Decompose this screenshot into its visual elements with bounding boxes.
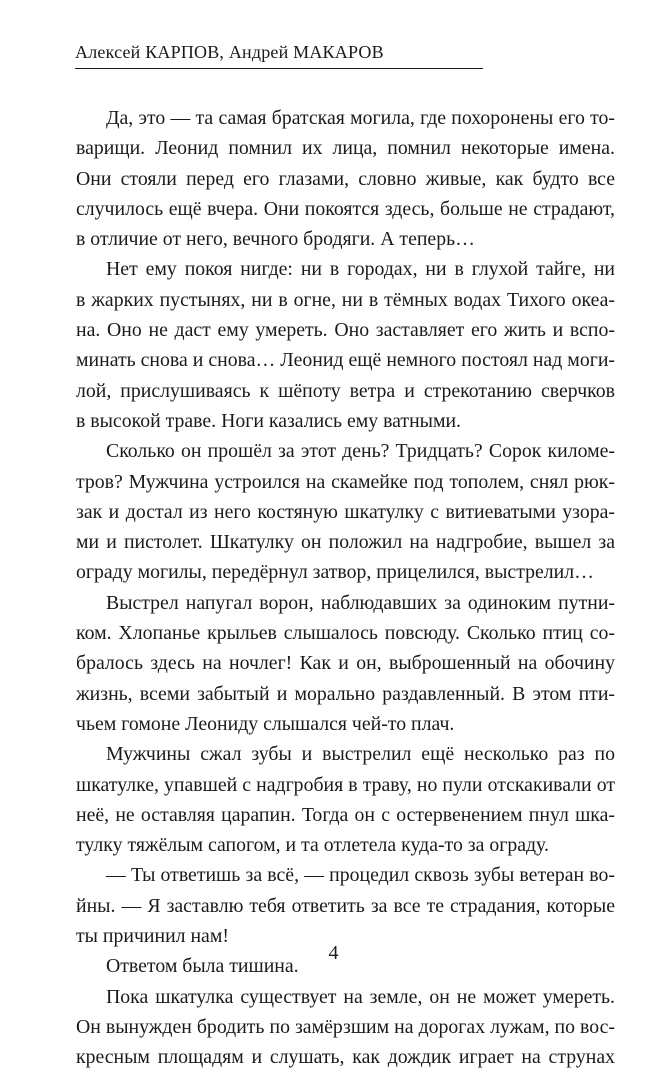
text-line: чьем гомоне Леониду слышался чей-то плач.	[76, 712, 455, 735]
text-line: Он вынужден бродить по замёрзшим на дорогах лужам, по вос-	[76, 1015, 615, 1038]
text-line: зак и достал из него костяную шкатулку с витиеватыми узора-	[76, 500, 615, 523]
header-rule	[75, 68, 483, 69]
page-number: 4	[328, 942, 339, 964]
text-line: Сколько он прошёл за этот день? Тридцать? Сорок киломе-	[106, 440, 615, 463]
text-line: кресным площадям и слушать, как дождик играет на струнах	[76, 1046, 615, 1069]
text-line: жизнь, всеми забытый и морально раздавленный. В этом пти-	[76, 682, 615, 705]
text-line: в отличие от него, вечного бродяги. А теперь…	[76, 228, 475, 251]
text-line: на. Оно не даст ему умереть. Оно заставляет его жить и вспо-	[76, 319, 615, 342]
text-line: Да, это — та самая братская могила, где похоронены его то-	[106, 107, 615, 129]
text-line: йны. — Я заставлю тебя ответить за все те страдания, которые	[76, 894, 615, 917]
text-line: варищи. Леонид помнил их лица, помнил некоторые имена.	[76, 137, 615, 160]
text-line: Пока шкатулка существует на земле, он не может умереть.	[106, 985, 615, 1008]
text-line: шкатулке, упавшей с надгробия в траву, но пули отскакивали от	[76, 773, 615, 796]
running-header: Алексей КАРПОВ, Андрей МАКАРОВ	[75, 42, 384, 62]
body-text	[76, 103, 615, 1073]
text-line: Выстрел напугал ворон, наблюдавших за одиноким путни-	[106, 591, 615, 614]
text-line: неё, не оставляя царапин. Тогда он с остервенением пнул шка-	[76, 803, 615, 826]
text-line: Нет ему покоя нигде: ни в городах, ни в глухой тайге, ни	[106, 258, 615, 281]
text-line: случилось ещё вчера. Они покоятся здесь, больше не страдают,	[76, 197, 615, 220]
text-line: тулку тяжёлым сапогом, и та отлетела куда-то за ограду.	[76, 834, 549, 857]
text-line: ми и пистолет. Шкатулку он положил на надгробие, вышел за	[76, 531, 615, 554]
text-line: ты причинил нам!	[76, 925, 229, 948]
text-line: Мужчины сжал зубы и выстрелил ещё несколько раз по	[106, 743, 615, 766]
text-line: лой, прислушиваясь к шёпоту ветра и стрекотанию сверчков	[76, 379, 615, 402]
text-line: Ответом была тишина.	[106, 955, 299, 978]
text-line: в жарких пустынях, ни в огне, ни в тёмных водах Тихого океа-	[76, 288, 615, 311]
text-line: Они стояли перед его глазами, словно живые, как будто все	[76, 167, 615, 190]
text-line: ограду могилы, передёрнул затвор, прицелился, выстрелил…	[76, 561, 594, 584]
text-line: минать снова и снова… Леонид ещё немного постоял над моги-	[76, 349, 615, 372]
text-line: — Ты ответишь за всё, — процедил сквозь зубы ветеран во-	[106, 864, 615, 887]
text-line: в высокой траве. Ноги казались ему ватными.	[76, 409, 461, 432]
text-line: ком. Хлопанье крыльев слышалось повсюду. Сколько птиц со-	[76, 622, 615, 645]
text-line: бралось здесь на ночлег! Как и он, выброшенный на обочину	[76, 652, 615, 675]
text-line: тров? Мужчина устроился на скамейке под тополем, снял рюк-	[76, 470, 615, 493]
